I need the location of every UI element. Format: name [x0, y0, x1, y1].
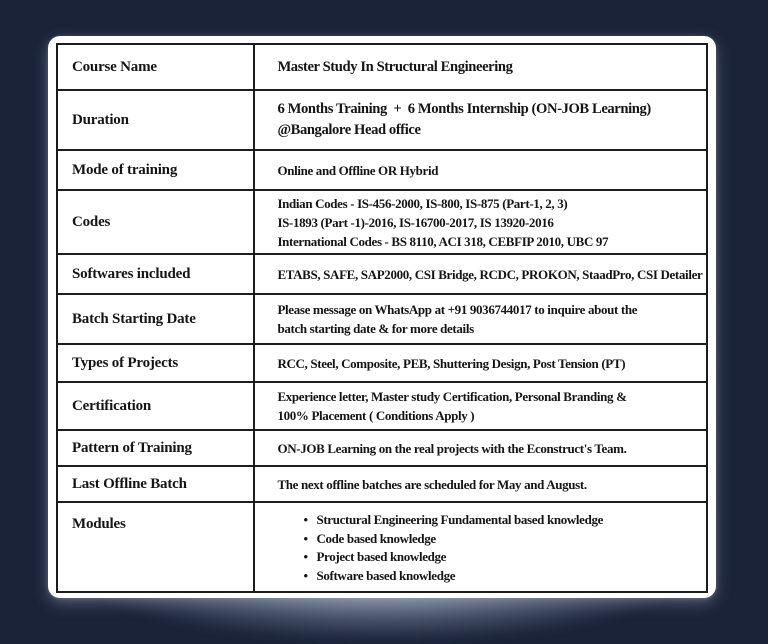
row-value — [254, 190, 707, 254]
row-label: Course Name — [57, 44, 254, 90]
value-line: The next offline batches are scheduled for May and August. — [277, 476, 587, 492]
row-label: Pattern of Training — [57, 430, 254, 466]
row-value — [254, 294, 707, 344]
table-row-modules — [57, 502, 707, 592]
table-row-course-name — [57, 44, 707, 90]
course-info-card — [48, 36, 716, 598]
value-line: Please message on WhatsApp at +91 9036744017 to inquire about the — [277, 302, 638, 317]
course-info-table — [56, 43, 708, 593]
table-row-batch-starting-date — [57, 294, 707, 344]
value-line: Experience letter, Master study Certification, Personal Branding & — [277, 389, 627, 404]
row-label: Softwares included — [57, 254, 254, 294]
table-row-certification — [57, 382, 707, 430]
row-value — [254, 150, 707, 190]
table-row-softwares-included — [57, 254, 707, 294]
value-line: IS-1893 (Part -1)-2016, IS-16700-2017, IS 13920-2016 — [277, 214, 554, 230]
table-row-pattern-of-training — [57, 430, 707, 466]
modules-bullet-list — [277, 511, 700, 585]
row-label: Certification — [57, 382, 254, 430]
row-label: Last Offline Batch — [57, 466, 254, 502]
bullet-item: • Software based knowledge — [303, 567, 700, 586]
row-label: Codes — [57, 190, 254, 254]
bullet-item: • Structural Engineering Fundamental based knowledge — [303, 511, 700, 530]
table-row-codes — [57, 190, 707, 254]
row-value — [254, 502, 707, 592]
value-line: ON-JOB Learning on the real projects with the Econstruct's Team. — [277, 440, 627, 456]
value-line: Master Study In Structural Engineering — [277, 58, 513, 75]
row-label: Mode of training — [57, 150, 254, 190]
table-row-last-offline-batch — [57, 466, 707, 502]
row-value — [254, 382, 707, 430]
table-row-types-of-projects — [57, 344, 707, 382]
table-row-duration — [57, 90, 707, 150]
row-value — [254, 254, 707, 294]
value-line: @Bangalore Head office — [277, 122, 421, 138]
row-label: Modules — [57, 502, 254, 592]
value-line: Online and Offline OR Hybrid — [277, 162, 439, 178]
value-line: RCC, Steel, Composite, PEB, Shuttering Design, Post Tension (PT) — [277, 355, 626, 371]
bullet-item: • Project based knowledge — [303, 548, 700, 567]
row-value — [254, 44, 707, 90]
value-line: ETABS, SAFE, SAP2000, CSI Bridge, RCDC, PROKON, StaadPro, CSI Detailer — [277, 266, 703, 282]
row-value — [254, 466, 707, 502]
row-label: Batch Starting Date — [57, 294, 254, 344]
value-line: 6 Months Training + 6 Months Internship (ON-JOB Learning) — [277, 101, 651, 117]
value-line: 100% Placement ( Conditions Apply ) — [277, 408, 475, 423]
row-label: Duration — [57, 90, 254, 150]
table-row-mode-of-training — [57, 150, 707, 190]
value-line: International Codes - BS 8110, ACI 318, CEBFIP 2010, UBC 97 — [277, 233, 609, 249]
value-line: Indian Codes - IS-456-2000, IS-800, IS-875 (Part-1, 2, 3) — [277, 195, 568, 211]
row-value — [254, 430, 707, 466]
value-line: batch starting date & for more details — [277, 321, 474, 336]
bullet-item: • Code based knowledge — [303, 530, 700, 549]
row-value — [254, 90, 707, 150]
row-label: Types of Projects — [57, 344, 254, 382]
row-value — [254, 344, 707, 382]
